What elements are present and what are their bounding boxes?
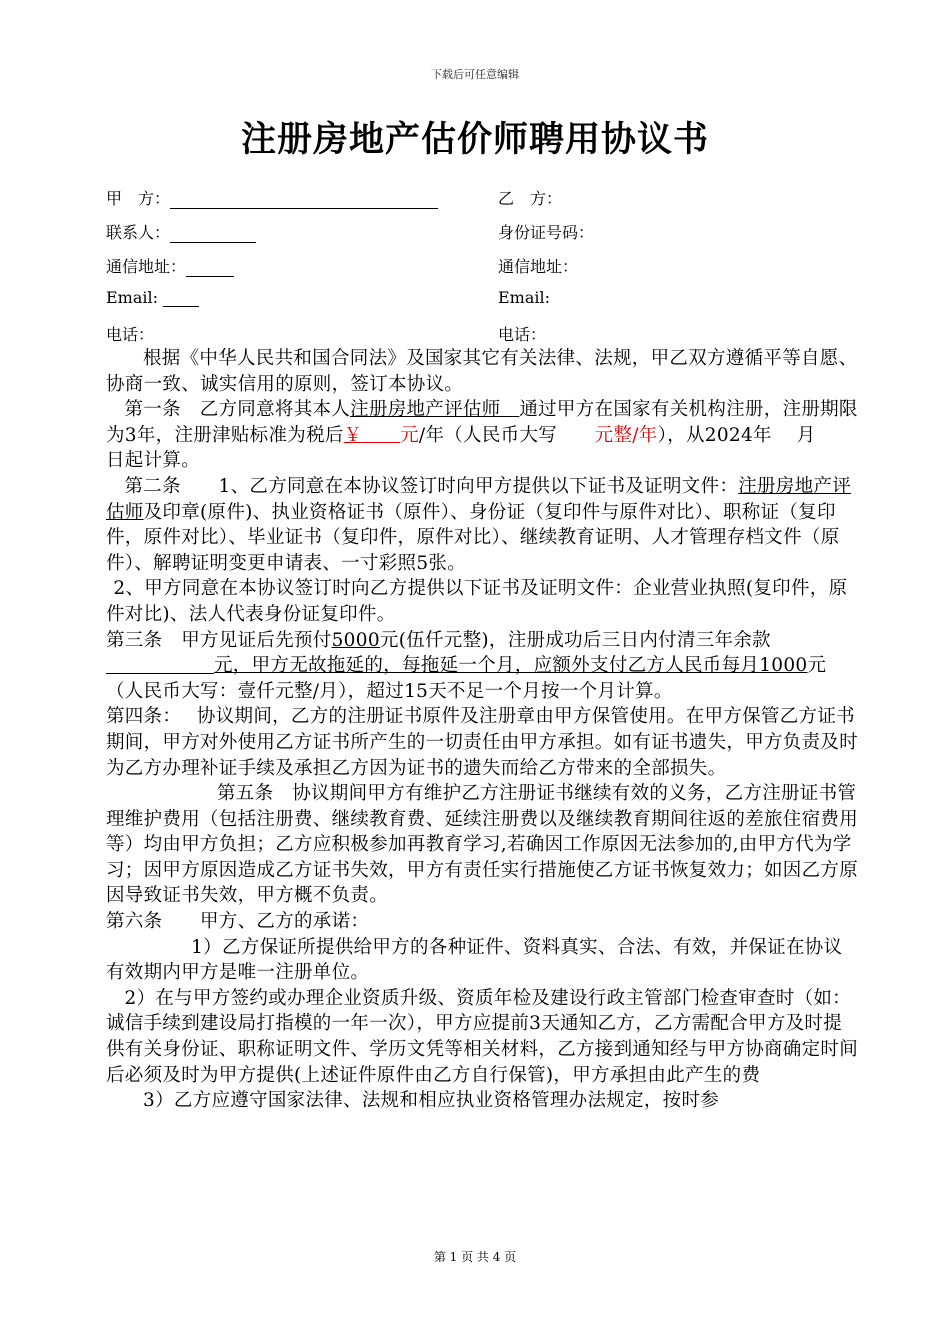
article-2: 第二条 1、乙方同意在本协议签订时向甲方提供以下证书及证明文件：注册房地产评估师及印章(原件)、执业资格证书（原件）、身份证（复印件与原件对比）、职称证（复印件，原件对比）、毕业证书（复印件，原件对比）、继续教育证明、人才管理存档文件（原件）、解聘证明变更申请表、一寸彩照5张。 bbox=[106, 475, 851, 574]
party-a-phone-field: 电话： bbox=[106, 325, 155, 344]
contact-blank[interactable] bbox=[170, 226, 256, 243]
party-info bbox=[106, 186, 856, 356]
party-row bbox=[106, 288, 856, 322]
article-6-heading: 第六条 甲方、乙方的承诺： bbox=[106, 911, 370, 933]
party-b-field: 乙 方： bbox=[498, 189, 563, 208]
party-row bbox=[106, 186, 856, 220]
party-a-email-field: Email: bbox=[106, 288, 199, 307]
agreement-body bbox=[106, 346, 858, 1114]
balance-blank[interactable] bbox=[106, 655, 214, 674]
party-row bbox=[106, 254, 856, 288]
party-b-email-field: Email: bbox=[498, 288, 551, 307]
party-row bbox=[106, 220, 856, 254]
contact-field: 联系人： bbox=[106, 220, 256, 243]
article-3: 第三条 甲方见证后先预付5000元(伍仟元整)，注册成功后三日内付清三年余款元，甲方无故拖延的，每拖延一个月，应额外支付乙方人民币每月1000元（人民币大写：壹仟元整/月），超过15天不足一个月按一个月计算。 bbox=[106, 629, 827, 702]
party-a-blank[interactable] bbox=[170, 192, 438, 209]
party-a-field: 甲 方： bbox=[106, 186, 438, 209]
article-5: 第五条 协议期间甲方有维护乙方注册证书继续有效的义务，乙方注册证书管理维护费用（包括注册费、继续教育费、延续注册费以及继续教育期间往返的差旅住宿费用等）均由甲方负担；乙方应积极参加再教育学习,若确因工作原因无法参加的,由甲方代为学习；因甲方原因造成乙方证书失效，甲方有责任实行措施使乙方证书恢复效力；如因乙方原因导致证书失效，甲方概不负责。 bbox=[106, 783, 859, 907]
article-1: 第一条 乙方同意将其本人注册房地产评估师 通过甲方在国家有关机构注册，注册期限为3年，注册津贴标准为税后￥ 元/年（人民币大写 元整/年），从2024年 月 日起计算。 bbox=[106, 399, 858, 472]
article-6-item-1: 1）乙方保证所提供给甲方的各种证件、资料真实、合法、有效，并保证在协议有效期内甲方是唯一注册单位。 bbox=[106, 936, 843, 984]
intro-paragraph: 根据《中华人民共和国合同法》及国家其它有关法律、法规，甲乙双方遵循平等自愿、协商一致、诚实信用的原则，签订本协议。 bbox=[106, 348, 858, 395]
article-6-item-2: 2）在与甲方签约或办理企业资质升级、资质年检及建设行政主管部门检查审查时（如：诚信手续到建设局打指模的一年一次），甲方应提前3天通知乙方，乙方需配合甲方及时提供有关身份证、职称证明文件、学历文凭等相关材料，乙方接到通知经与甲方协商确定时间后必须及时为甲方提供(上述证件原件由乙方自行保管)，甲方承担由此产生的费 bbox=[106, 987, 859, 1086]
document-title: 注册房地产估价师聘用协议书 bbox=[240, 119, 709, 160]
party-a-address-field: 通信地址： bbox=[106, 254, 234, 277]
article-4: 第四条： 协议期间，乙方的注册证书原件及注册章由甲方保管使用。在甲方保管乙方证书期间，甲方对外使用乙方证书所产生的一切责任由甲方承担。如有证书遗失，甲方负责及时为乙方办理补证手续及承担乙方因为证书的遗失而给乙方带来的全部损失。 bbox=[106, 706, 859, 779]
article-2-part-2: 2、甲方同意在本协议签订时向乙方提供以下证书及证明文件：企业营业执照(复印件，原件对比)、法人代表身份证复印件。 bbox=[106, 578, 848, 625]
party-b-phone-field: 电话： bbox=[498, 325, 547, 344]
address-blank[interactable] bbox=[186, 260, 234, 277]
header-note: 下载后可任意编辑 bbox=[431, 68, 519, 81]
email-blank[interactable] bbox=[163, 290, 199, 307]
page-footer: 第 1 页 共 4 页 bbox=[433, 1250, 517, 1264]
party-b-address-field: 通信地址： bbox=[498, 257, 579, 276]
id-number-field: 身份证号码： bbox=[498, 223, 595, 242]
article-6-item-3: 3）乙方应遵守国家法律、法规和相应执业资格管理办法规定，按时参 bbox=[143, 1090, 720, 1112]
